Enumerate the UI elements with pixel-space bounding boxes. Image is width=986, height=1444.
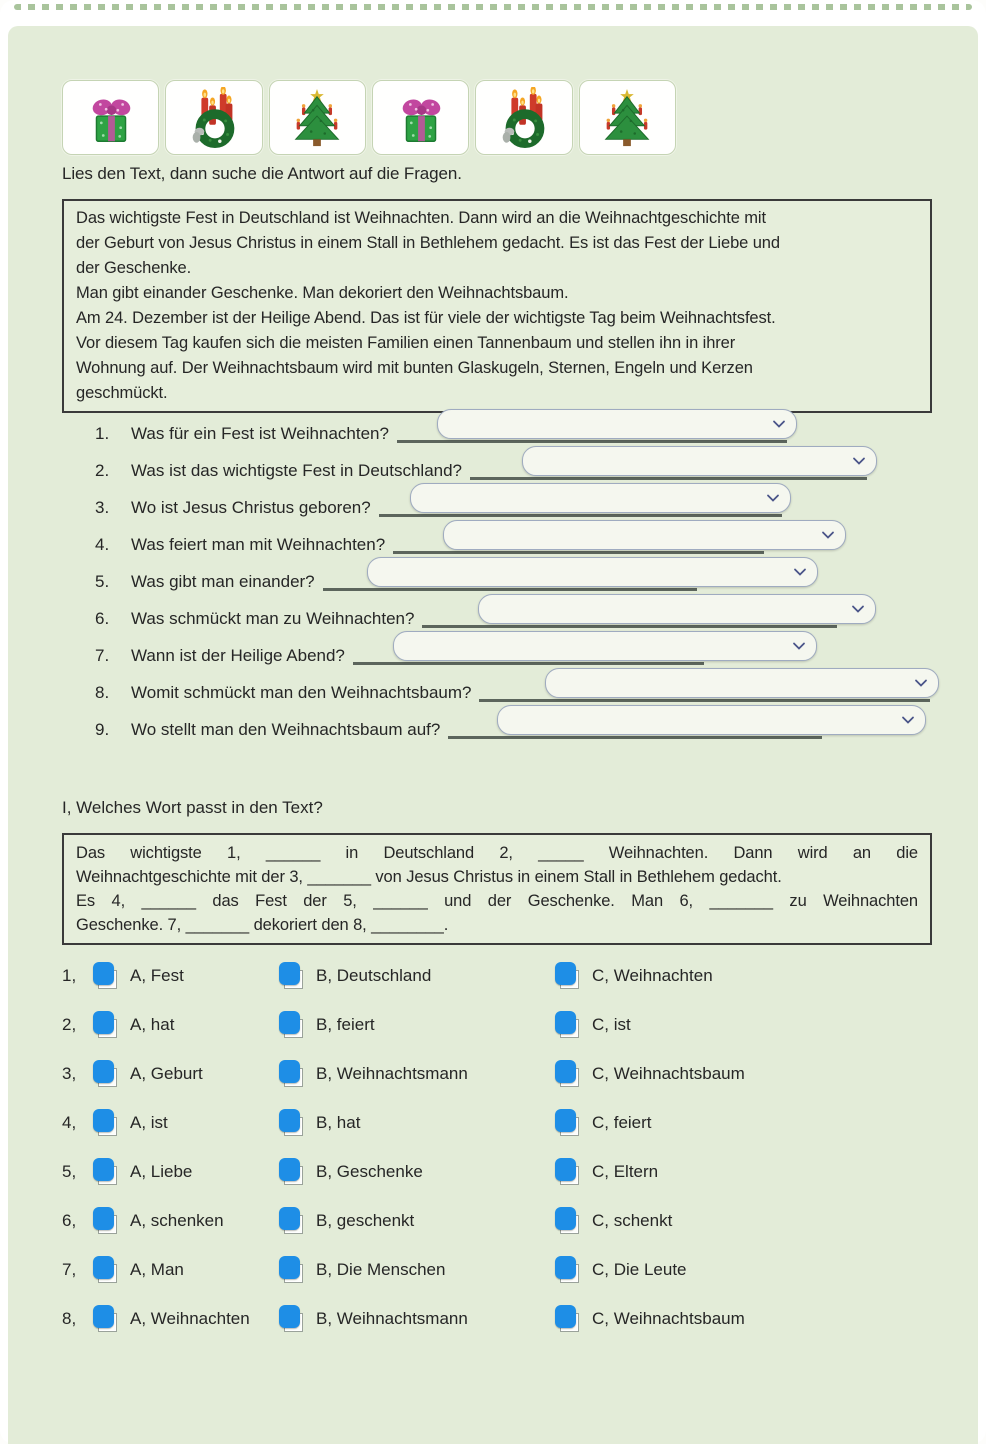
choice-option [554, 1256, 940, 1284]
choice-option [278, 962, 554, 990]
choice-list [62, 951, 940, 1343]
answer-dropdown[interactable] [437, 409, 797, 439]
checkbox-fill [93, 1158, 114, 1181]
choice-row-number: 8, [62, 1308, 77, 1328]
reading-passage [62, 199, 932, 413]
question-row [62, 492, 940, 518]
question-number: 1. [95, 424, 110, 443]
choice-label: C, Weihnachten [592, 965, 713, 985]
worksheet-sheet [8, 26, 978, 1444]
choice-option [554, 1060, 940, 1088]
checkbox[interactable] [92, 1158, 120, 1186]
choice-row [62, 1245, 940, 1294]
chevron-down-icon [821, 531, 835, 540]
checkbox-fill [279, 1109, 300, 1132]
checkbox-fill [555, 1305, 576, 1328]
choice-label: C, Weihnachtsbaum [592, 1063, 745, 1083]
answer-line [422, 625, 837, 628]
choice-row-number: 3, [62, 1063, 77, 1083]
answer-line [397, 440, 787, 443]
checkbox-fill [555, 1109, 576, 1132]
choice-label: B, geschenkt [316, 1210, 415, 1230]
choice-label: C, schenkt [592, 1210, 673, 1230]
choice-label: C, Eltern [592, 1161, 659, 1181]
question-row [62, 640, 940, 666]
answer-line [379, 514, 782, 517]
cloze-line: Geschenke. 7, _______ dekoriert den 8, ________. [76, 916, 449, 934]
checkbox-fill [279, 1305, 300, 1328]
checkbox[interactable] [278, 1011, 306, 1039]
choice-option [554, 1109, 940, 1137]
question-row [62, 714, 940, 740]
choice-row-number: 4, [62, 1112, 77, 1132]
question-row [62, 677, 940, 703]
checkbox[interactable] [554, 1256, 582, 1284]
answer-dropdown[interactable] [522, 446, 877, 476]
choice-row-number: 5, [62, 1161, 77, 1181]
choice-option [278, 1060, 554, 1088]
answer-dropdown[interactable] [545, 668, 939, 698]
choice-label: A, schenken [130, 1210, 224, 1230]
chevron-down-icon [793, 568, 807, 577]
choice-label: B, Geschenke [316, 1161, 423, 1181]
question-number: 2. [95, 461, 110, 480]
cloze-text [62, 833, 932, 945]
christmas-tree-icon [269, 80, 366, 155]
choice-option [92, 1109, 278, 1137]
question-row [62, 455, 940, 481]
passage-line: Man gibt einander Geschenke. Man dekoriert den Weihnachtsbaum. [76, 284, 569, 302]
checkbox[interactable] [92, 962, 120, 990]
checkbox[interactable] [278, 1158, 306, 1186]
answer-line [323, 588, 697, 591]
choice-row-number: 1, [62, 965, 77, 985]
page-top-perforation [14, 4, 972, 10]
choice-label: C, feiert [592, 1112, 652, 1132]
passage-line: Das wichtigste Fest in Deutschland ist Weihnachten. Dann wird an die Weihnachtgeschichte mit [76, 209, 766, 227]
checkbox[interactable] [278, 1256, 306, 1284]
choice-row [62, 1147, 940, 1196]
checkbox[interactable] [554, 962, 582, 990]
choice-option [554, 1011, 940, 1039]
choice-label: B, feiert [316, 1014, 375, 1034]
checkbox[interactable] [92, 1109, 120, 1137]
question-number: 4. [95, 535, 110, 554]
question-list [62, 418, 940, 740]
choice-option [278, 1158, 554, 1186]
answer-dropdown[interactable] [497, 705, 926, 735]
question-text: Was ist das wichtigste Fest in Deutschland? [131, 461, 463, 480]
choice-label: A, Geburt [130, 1063, 203, 1083]
question-row [62, 603, 940, 629]
choice-label: A, Man [130, 1259, 184, 1279]
checkbox-fill [279, 1256, 300, 1279]
gift-icon [372, 80, 469, 155]
checkbox[interactable] [92, 1207, 120, 1235]
question-text: Was feiert man mit Weihnachten? [131, 535, 386, 554]
checkbox[interactable] [554, 1011, 582, 1039]
checkbox-fill [555, 1256, 576, 1279]
checkbox[interactable] [92, 1060, 120, 1088]
checkbox[interactable] [278, 1109, 306, 1137]
instruction-text: Lies den Text, dann suche die Antwort auf die Fragen. [62, 164, 462, 183]
choice-label: B, Die Menschen [316, 1259, 446, 1279]
checkbox[interactable] [278, 962, 306, 990]
answer-dropdown[interactable] [443, 520, 846, 550]
chevron-down-icon [852, 457, 866, 466]
question-number: 8. [95, 683, 110, 702]
answer-line [393, 551, 764, 554]
choice-option [554, 1207, 940, 1235]
holiday-banner [62, 80, 676, 155]
checkbox-fill [93, 1305, 114, 1328]
checkbox[interactable] [92, 1011, 120, 1039]
choice-label: C, Die Leute [592, 1259, 687, 1279]
passage-line: Am 24. Dezember ist der Heilige Abend. Das ist für viele der wichtigste Tag beim Weihnachtsfest. [76, 309, 776, 327]
checkbox-fill [279, 962, 300, 985]
choice-option [278, 1011, 554, 1039]
choice-label: A, Fest [130, 965, 184, 985]
choice-row [62, 1294, 940, 1343]
choice-option [92, 1305, 278, 1333]
choice-row [62, 1196, 940, 1245]
checkbox-fill [555, 1207, 576, 1230]
question-row [62, 566, 940, 592]
question-text: Womit schmückt man den Weihnachtsbaum? [131, 683, 472, 702]
passage-line: Vor diesem Tag kaufen sich die meisten Familien einen Tannenbaum und stellen ihn in ihrer [76, 334, 736, 352]
choice-row-number: 2, [62, 1014, 77, 1034]
passage-line: Wohnung auf. Der Weihnachtsbaum wird mit bunten Glaskugeln, Sternen, Engeln und Kerzen [76, 359, 753, 377]
cloze-line: Das wichtigste 1, ______ in Deutschland 2, _____ Weihnachten. Dann wird an die [76, 844, 918, 862]
checkbox-fill [93, 962, 114, 985]
checkbox-fill [93, 1207, 114, 1230]
answer-dropdown[interactable] [367, 557, 818, 587]
choice-option [278, 1256, 554, 1284]
question-number: 6. [95, 609, 110, 628]
checkbox-fill [93, 1011, 114, 1034]
choice-option [554, 962, 940, 990]
checkbox-fill [93, 1060, 114, 1083]
answer-dropdown[interactable] [478, 594, 876, 624]
passage-line: der Geschenke. [76, 259, 192, 277]
checkbox-fill [555, 962, 576, 985]
choice-option [92, 1011, 278, 1039]
choice-row-number: 7, [62, 1259, 77, 1279]
checkbox-fill [279, 1011, 300, 1034]
choice-label: A, Weihnachten [130, 1308, 250, 1328]
choice-option [278, 1207, 554, 1235]
chevron-down-icon [851, 605, 865, 614]
chevron-down-icon [766, 494, 780, 503]
chevron-down-icon [792, 642, 806, 651]
choice-label: B, Deutschland [316, 965, 432, 985]
cloze-line: Es 4, ______ das Fest der 5, ______ und der Geschenke. Man 6, _______ zu Weihnachten [76, 892, 918, 910]
answer-line [470, 477, 867, 480]
checkbox-fill [279, 1158, 300, 1181]
question-text: Wann ist der Heilige Abend? [131, 646, 345, 665]
checkbox-fill [93, 1256, 114, 1279]
question-number: 3. [95, 498, 110, 517]
choice-option [92, 962, 278, 990]
advent-wreath-icon [165, 80, 262, 155]
question-text: Was schmückt man zu Weihnachten? [131, 609, 415, 628]
checkbox-fill [93, 1109, 114, 1132]
question-text: Wo ist Jesus Christus geboren? [131, 498, 371, 517]
choice-row [62, 1098, 940, 1147]
passage-line: der Geburt von Jesus Christus in einem Stall in Bethlehem gedacht. Es ist das Fest der Liebe und [76, 234, 780, 252]
choice-label: A, hat [130, 1014, 175, 1034]
checkbox[interactable] [554, 1207, 582, 1235]
checkbox-fill [555, 1011, 576, 1034]
choice-label: B, Weihnachtsmann [316, 1063, 468, 1083]
choice-option [278, 1109, 554, 1137]
choice-row-number: 6, [62, 1210, 77, 1230]
chevron-down-icon [901, 716, 915, 725]
question-row [62, 529, 940, 555]
answer-line [448, 736, 822, 739]
checkbox[interactable] [554, 1060, 582, 1088]
choice-label: C, Weihnachtsbaum [592, 1308, 745, 1328]
question-text: Was für ein Fest ist Weihnachten? [131, 424, 389, 443]
choice-label: B, Weihnachtsmann [316, 1308, 468, 1328]
question-number: 5. [95, 572, 110, 591]
question-text: Was gibt man einander? [131, 572, 315, 591]
checkbox[interactable] [554, 1158, 582, 1186]
choice-label: A, Liebe [130, 1161, 193, 1181]
question-number: 9. [95, 720, 110, 739]
checkbox-fill [555, 1060, 576, 1083]
choice-option [92, 1060, 278, 1088]
checkbox[interactable] [554, 1305, 582, 1333]
checkbox[interactable] [92, 1256, 120, 1284]
choice-option [554, 1305, 940, 1333]
answer-dropdown[interactable] [393, 631, 817, 661]
choice-row [62, 1049, 940, 1098]
choice-option [92, 1207, 278, 1235]
choice-label: B, hat [316, 1112, 361, 1132]
checkbox-fill [555, 1158, 576, 1181]
question-number: 7. [95, 646, 110, 665]
passage-line: geschmückt. [76, 384, 168, 402]
choice-row [62, 951, 940, 1000]
checkbox[interactable] [278, 1207, 306, 1235]
question-text: Wo stellt man den Weihnachtsbaum auf? [131, 720, 441, 739]
checkbox-fill [279, 1060, 300, 1083]
answer-dropdown[interactable] [410, 483, 791, 513]
choice-label: C, ist [592, 1014, 631, 1034]
choice-option [554, 1158, 940, 1186]
answer-line [353, 662, 704, 665]
gift-icon [62, 80, 159, 155]
checkbox[interactable] [554, 1109, 582, 1137]
chevron-down-icon [772, 420, 786, 429]
section-title: I, Welches Wort passt in den Text? [62, 798, 323, 817]
checkbox[interactable] [92, 1305, 120, 1333]
choice-option [92, 1256, 278, 1284]
choice-option [92, 1158, 278, 1186]
cloze-line: Weihnachtgeschichte mit der 3, _______ von Jesus Christus in einem Stall in Bethlehem gedacht. [76, 868, 782, 886]
checkbox[interactable] [278, 1305, 306, 1333]
choice-label: A, ist [130, 1112, 168, 1132]
choice-row [62, 1000, 940, 1049]
advent-wreath-icon [475, 80, 572, 155]
christmas-tree-icon [579, 80, 676, 155]
checkbox[interactable] [278, 1060, 306, 1088]
chevron-down-icon [914, 679, 928, 688]
choice-option [278, 1305, 554, 1333]
answer-line [479, 699, 930, 702]
question-row [62, 418, 940, 444]
checkbox-fill [279, 1207, 300, 1230]
